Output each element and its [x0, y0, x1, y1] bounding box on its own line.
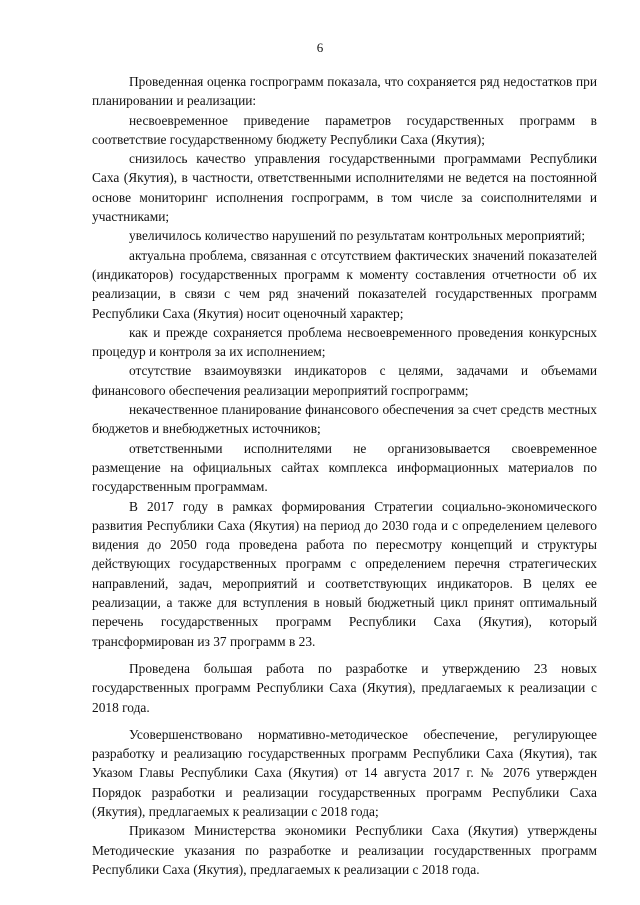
paragraph-intro: Проведенная оценка госпрограмм показала, что сохраняется ряд недостатков при планировании и реализации:: [92, 74, 597, 109]
paragraph-item: отсутствие взаимоувязки индикаторов с целями, задачами и объемами финансового обеспечения реализации мероприятий госпрограмм;: [92, 363, 597, 398]
paragraph-regulatory: Усовершенствовано нормативно-методическое обеспечение, регулирующее разработку и реализацию государственных программ Республики Саха (Якутия), так Указом Главы Республики Саха (Якутия) от 14 августа 2017 г. № 2076 утвержден Порядок разработки и реализации государственных программ Республики Саха (Якутия), предлагаемых к реализации с 2018 года;: [92, 726, 597, 819]
document-body: [92, 72, 597, 879]
paragraph-item: актуальна проблема, связанная с отсутствием фактических значений показателей (индикаторов) государственных программ к моменту составления отчетности об их реализации, в связи с чем ряд значений показателей государственных программ Республики Саха (Якутия) носит оценочный характер;: [92, 247, 597, 321]
paragraph-item: как и прежде сохраняется проблема несвоевременного проведения конкурсных процедур и контроля за их исполнением;: [92, 324, 597, 360]
paragraph-item: ответственными исполнителями не организовывается своевременное размещение на официальных сайтах комплекса информационных материалов по государственным программам.: [92, 440, 597, 495]
page-number: 6: [316, 40, 324, 55]
paragraph-item: снизилось качество управления государственными программами Республики Саха (Якутия), в частности, ответственными исполнителями не ведется на постоянной основе мониторинг исполнения госпрограмм, в том числе за соисполнителями и участниками;: [92, 151, 597, 225]
paragraph-new-programs: Проведена большая работа по разработке и утверждению 23 новых государственных программ Республики Саха (Якутия), предлагаемых к реализации с 2018 года.: [92, 660, 597, 715]
paragraph-strategy-2017: В 2017 году в рамках формирования Стратегии социально-экономического развития Республики Саха (Якутия) на период до 2030 года и с определением целевого видения до 2050 года проведена работа по пересмотру концепций и структуры действующих государственных программ с определением перечня стратегических направлений, задач, мероприятий и соответствующих индикаторов. В целях ее реализации, а также для вступления в новый бюджетный цикл принят оптимальный перечень государственных программ Республики Саха (Якутия), который трансформирован из 37 программ в 23.: [92, 498, 597, 649]
paragraph-item: несвоевременное приведение параметров государственных программ в соответствие государственному бюджету Республики Саха (Якутия);: [92, 112, 597, 147]
paragraph-item: увеличилось количество нарушений по результатам контрольных мероприятий;: [129, 228, 586, 244]
paragraph-ministry-order: Приказом Министерства экономики Республики Саха (Якутия) утверждены Методические указания по разработке и реализации государственных программ Республики Саха (Якутия), предлагаемых к реализации с 2018 года.: [92, 823, 597, 877]
paragraph-item: некачественное планирование финансового обеспечения за счет средств местных бюджетов и внебюджетных источников;: [92, 402, 597, 437]
